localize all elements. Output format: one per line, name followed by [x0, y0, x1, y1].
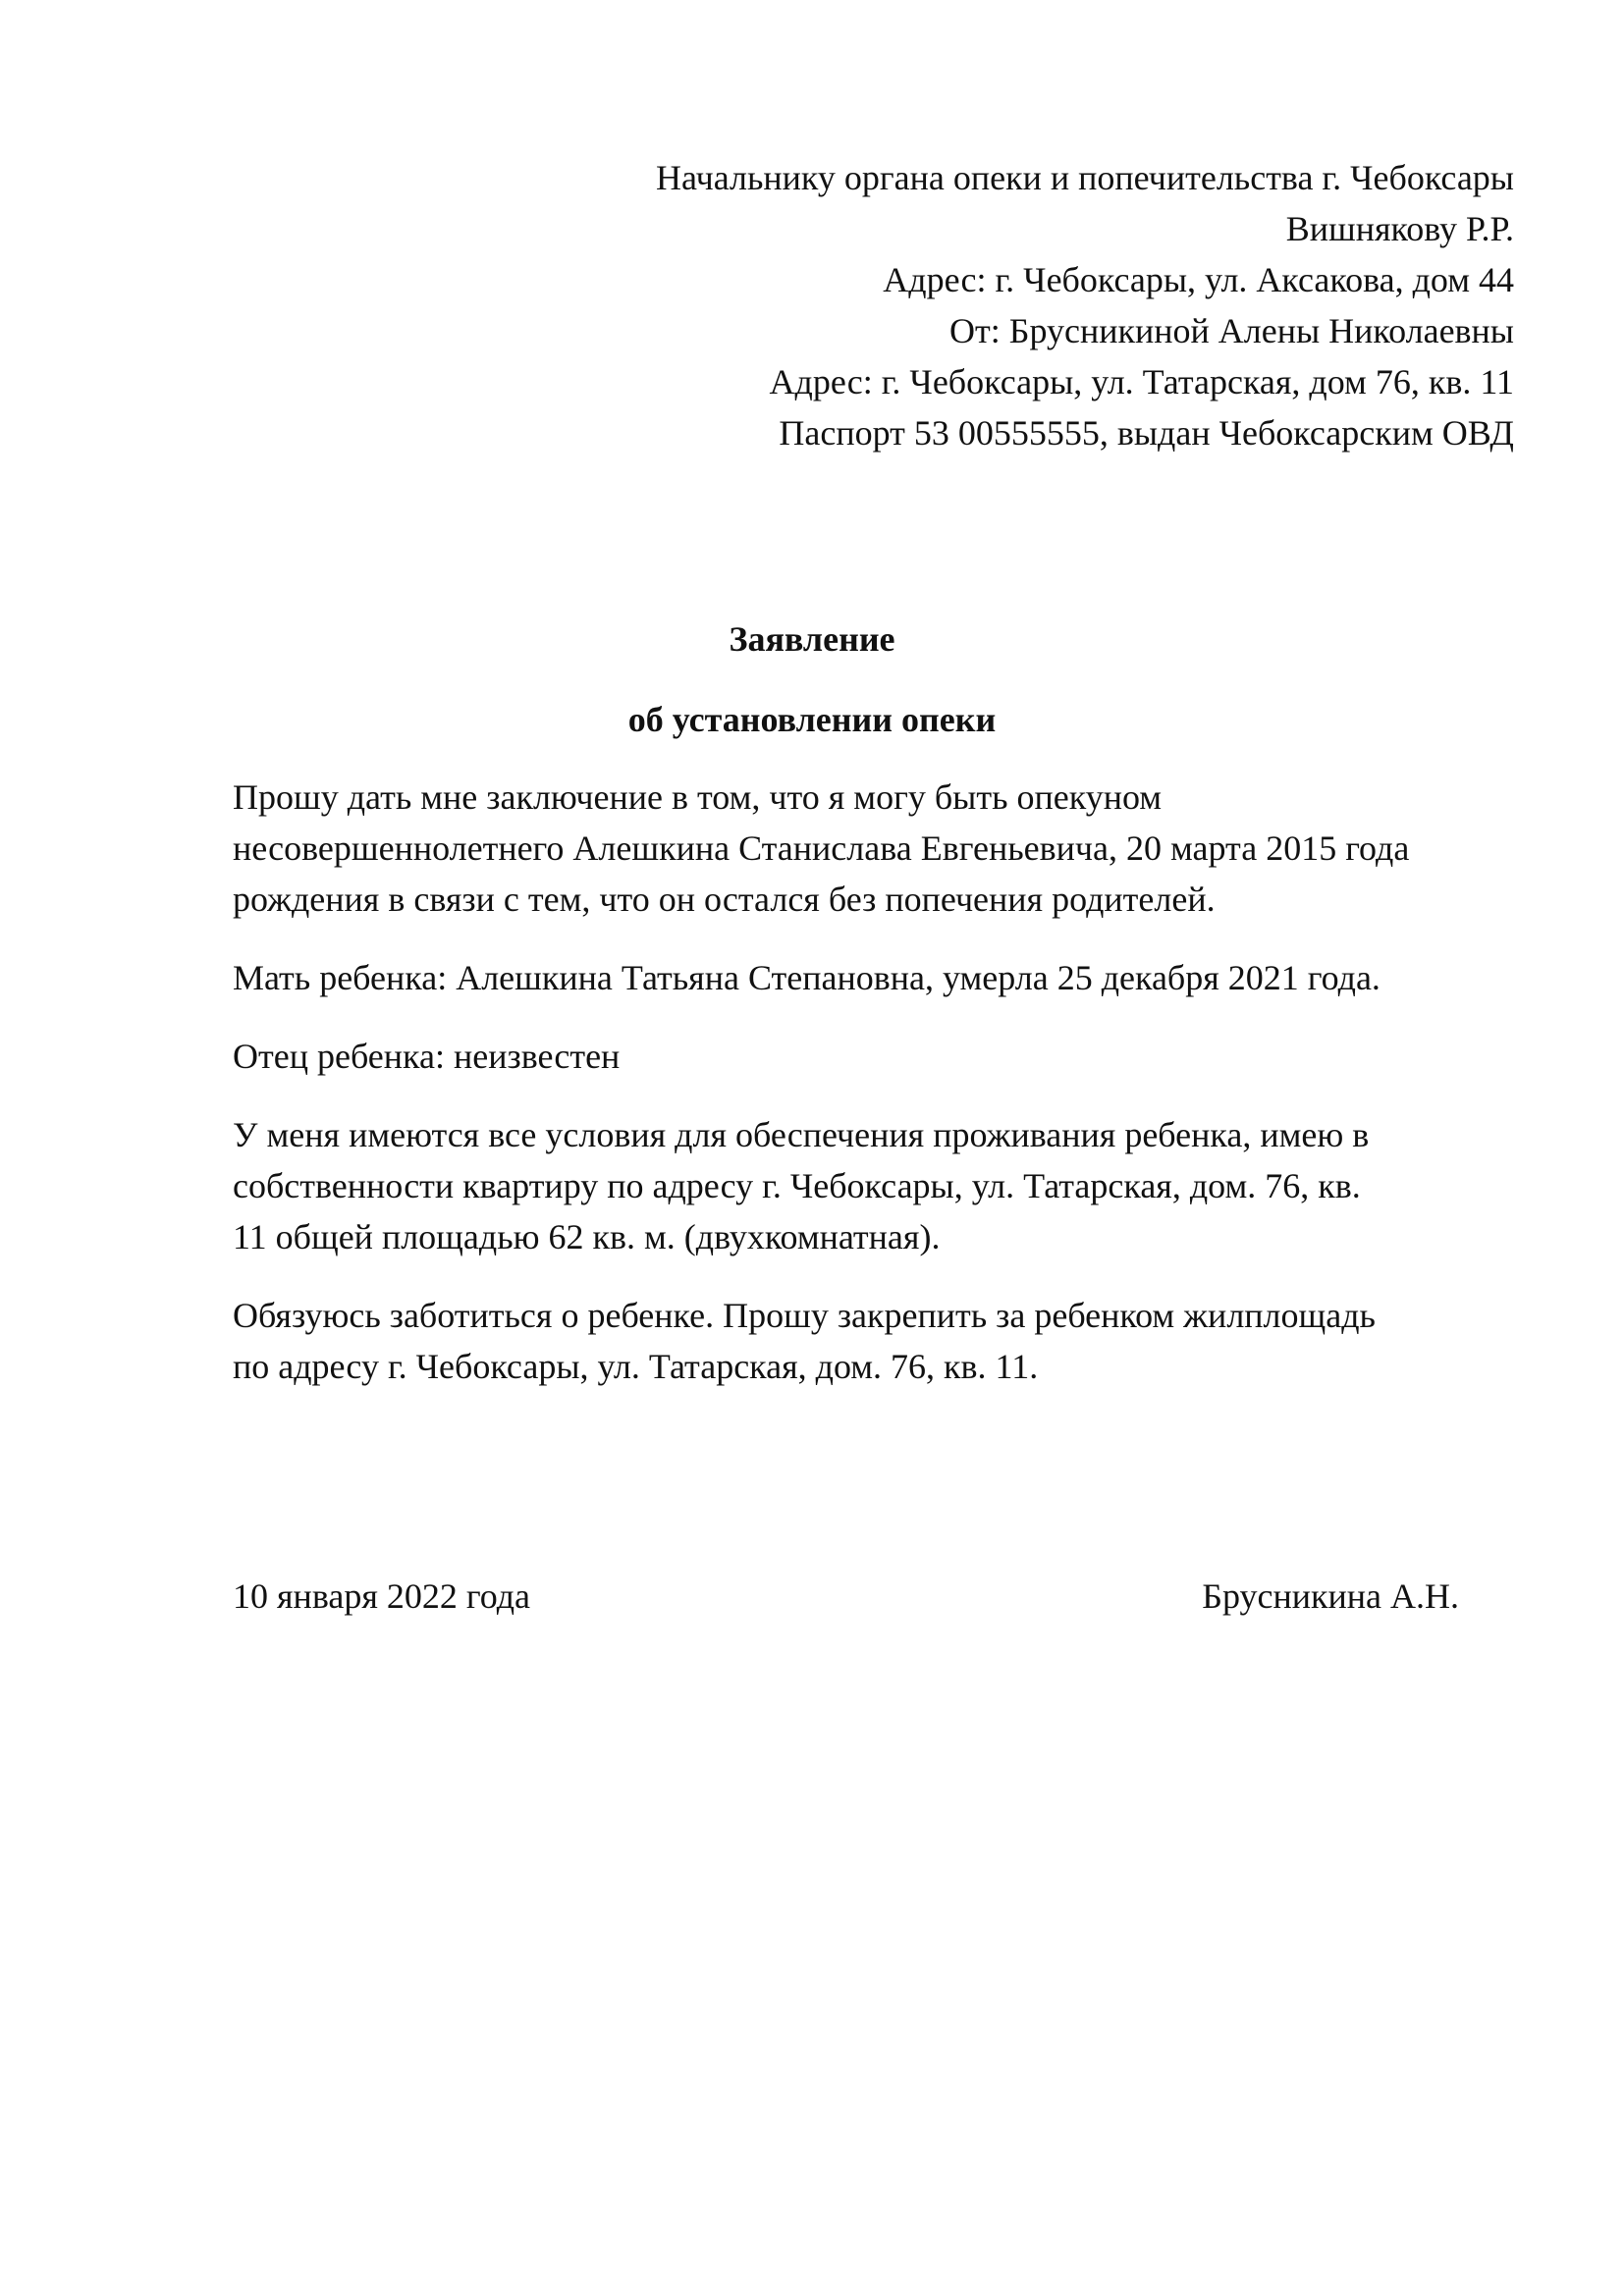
- body-paragraph: [233, 1031, 1539, 1082]
- document-title: Заявление: [729, 619, 895, 659]
- addressee-line: Адрес: г. Чебоксары, ул. Аксакова, дом 44: [883, 260, 1514, 299]
- addressee-line: Адрес: г. Чебоксары, ул. Татарская, дом 76, кв. 11: [769, 362, 1514, 401]
- addressee-line: Паспорт 53 00555555, выдан Чебоксарским ОВД: [779, 413, 1514, 453]
- document-subtitle: об установлении опеки: [627, 700, 997, 739]
- body-paragraph: [233, 1290, 1539, 1392]
- body-line: Отец ребенка: неизвестен: [233, 1037, 621, 1076]
- body-line: Мать ребенка: Алешкина Татьяна Степановна, умерла 25 декабря 2021 года.: [233, 958, 1380, 997]
- body-line: собственности квартиру по адресу г. Чебоксары, ул. Татарская, дом. 76, кв.: [233, 1166, 1361, 1205]
- body-paragraph: [233, 1109, 1539, 1262]
- signature-name: Брусникина А.Н.: [1202, 1576, 1459, 1616]
- body-line: несовершеннолетнего Алешкина Станислава Евгеньевича, 20 марта 2015 года: [233, 828, 1410, 868]
- body-paragraph: [233, 772, 1539, 925]
- addressee-line: Вишнякову Р.Р.: [1285, 209, 1514, 248]
- body-line: Прошу дать мне заключение в том, что я могу быть опекуном: [233, 777, 1163, 817]
- body-line: по адресу г. Чебоксары, ул. Татарская, дом. 76, кв. 11.: [233, 1347, 1039, 1386]
- signature-date: 10 января 2022 года: [233, 1576, 531, 1616]
- body-line: Обязуюсь заботиться о ребенке. Прошу закрепить за ребенком жилплощадь: [233, 1296, 1376, 1335]
- body-line: У меня имеются все условия для обеспечения проживания ребенка, имею в: [233, 1115, 1370, 1154]
- addressee-block: [532, 152, 1514, 458]
- addressee-line: От: Брусникиной Алены Николаевны: [949, 311, 1514, 350]
- body-paragraph: [233, 952, 1539, 1003]
- body-line: 11 общей площадью 62 кв. м. (двухкомнатная).: [233, 1217, 941, 1256]
- addressee-line: Начальнику органа опеки и попечительства г. Чебоксары: [656, 158, 1514, 197]
- body-line: рождения в связи с тем, что он остался без попечения родителей.: [233, 880, 1216, 919]
- document-body: [233, 772, 1539, 1419]
